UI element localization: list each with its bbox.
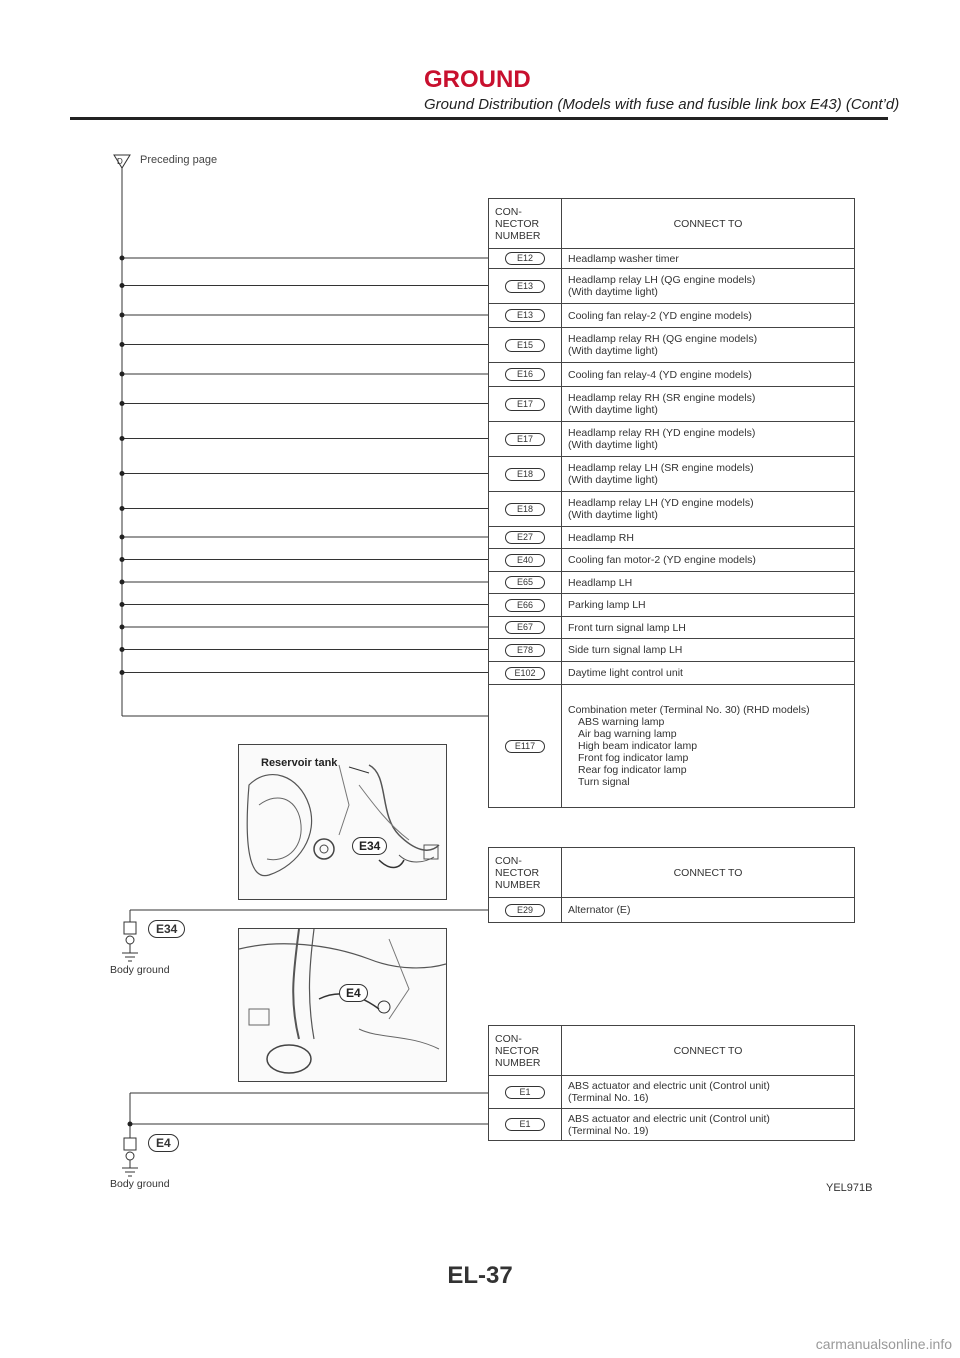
col-connect-to: CONNECT TO bbox=[562, 848, 855, 898]
connector-badge: E29 bbox=[505, 904, 545, 917]
connector-badge: E117 bbox=[505, 740, 545, 753]
connect-to-cell: Headlamp relay RH (QG engine models) (With daytime light) bbox=[562, 328, 855, 363]
connector-table-3 bbox=[488, 1025, 855, 1141]
connect-to-cell: ABS actuator and electric unit (Control unit) (Terminal No. 19) bbox=[562, 1109, 855, 1141]
junction-dot bbox=[120, 256, 125, 261]
table-row bbox=[489, 328, 855, 363]
watermark: carmanualsonline.info bbox=[815, 1336, 952, 1352]
ground2-terminal-icon bbox=[124, 1138, 136, 1150]
preceding-marker-letter: D bbox=[117, 157, 123, 166]
junction-dot bbox=[120, 557, 125, 562]
engine-ground-photo bbox=[238, 928, 447, 1082]
col-connect-to: CONNECT TO bbox=[562, 199, 855, 249]
table-row bbox=[489, 249, 855, 269]
ground2-label: Body ground bbox=[110, 1178, 170, 1190]
col-connector-number: CON- NECTOR NUMBER bbox=[489, 848, 562, 898]
connect-to-cell: Cooling fan relay-2 (YD engine models) bbox=[562, 304, 855, 328]
combo-item: Air bag warning lamp bbox=[578, 728, 677, 740]
combo-title: Combination meter (Terminal No. 30) (RHD models) bbox=[568, 704, 810, 716]
photo1-connector-tag: E34 bbox=[352, 837, 387, 855]
table-row bbox=[489, 457, 855, 492]
ground2-code: E4 bbox=[148, 1134, 179, 1152]
table-row bbox=[489, 572, 855, 594]
photo2-connector-tag: E4 bbox=[339, 984, 368, 1002]
combo-item: Turn signal bbox=[578, 776, 630, 788]
connect-to-cell: Parking lamp LH bbox=[562, 594, 855, 617]
reservoir-tank-photo bbox=[238, 744, 447, 900]
connect-to-cell: Alternator (E) bbox=[562, 898, 855, 923]
connect-to-cell: Daytime light control unit bbox=[562, 662, 855, 685]
table1-wires bbox=[120, 256, 489, 676]
connector-badge: E13 bbox=[505, 280, 545, 293]
figure-code: YEL971B bbox=[826, 1182, 873, 1194]
table-row-combination-meter bbox=[489, 685, 855, 808]
table-row bbox=[489, 662, 855, 685]
connector-badge: E67 bbox=[505, 621, 545, 634]
connect-to-cell: Headlamp relay LH (QG engine models) (With daytime light) bbox=[562, 269, 855, 304]
junction-dot bbox=[120, 342, 125, 347]
table-row bbox=[489, 617, 855, 639]
connect-to-cell: Cooling fan relay-4 (YD engine models) bbox=[562, 363, 855, 387]
junction-dot bbox=[120, 283, 125, 288]
combo-item: ABS warning lamp bbox=[578, 716, 665, 728]
col-connector-number: CON- NECTOR NUMBER bbox=[489, 1026, 562, 1076]
section-title: GROUND bbox=[424, 66, 531, 93]
connector-table-1 bbox=[488, 198, 855, 808]
table-row bbox=[489, 639, 855, 662]
section-subtitle: Ground Distribution (Models with fuse and fusible link box E43) (Cont’d) bbox=[424, 96, 900, 113]
junction-dot bbox=[120, 580, 125, 585]
connect-to-cell: Side turn signal lamp LH bbox=[562, 639, 855, 662]
table-row bbox=[489, 387, 855, 422]
connector-badge: E66 bbox=[505, 599, 545, 612]
connect-to-cell: ABS actuator and electric unit (Control unit) (Terminal No. 16) bbox=[562, 1076, 855, 1109]
connector-badge: E40 bbox=[505, 554, 545, 567]
junction-dot bbox=[120, 647, 125, 652]
connect-to-cell: Headlamp relay RH (SR engine models) (With daytime light) bbox=[562, 387, 855, 422]
connect-to-cell bbox=[562, 685, 855, 808]
connector-badge: E1 bbox=[505, 1086, 545, 1099]
col-connector-number: CON- NECTOR NUMBER bbox=[489, 199, 562, 249]
preceding-page-label: Preceding page bbox=[140, 154, 218, 166]
table-row bbox=[489, 363, 855, 387]
connector-badge: E65 bbox=[505, 576, 545, 589]
junction-dot bbox=[120, 602, 125, 607]
table-row bbox=[489, 269, 855, 304]
junction-dot bbox=[120, 471, 125, 476]
connector-badge: E17 bbox=[505, 433, 545, 446]
connect-to-cell: Headlamp relay LH (YD engine models) (With daytime light) bbox=[562, 492, 855, 527]
col-connect-to: CONNECT TO bbox=[562, 1026, 855, 1076]
ground1-terminal-icon bbox=[124, 922, 136, 934]
ground1-label: Body ground bbox=[110, 964, 170, 976]
connect-to-cell: Headlamp RH bbox=[562, 527, 855, 549]
connect-to-cell: Headlamp washer timer bbox=[562, 249, 855, 269]
combo-item: Rear fog indicator lamp bbox=[578, 764, 687, 776]
table-row bbox=[489, 527, 855, 549]
connector-badge: E17 bbox=[505, 398, 545, 411]
page-number: EL-37 bbox=[447, 1262, 513, 1289]
table-row bbox=[489, 549, 855, 572]
connector-badge: E13 bbox=[505, 309, 545, 322]
combo-item: High beam indicator lamp bbox=[578, 740, 698, 752]
junction-dot bbox=[120, 436, 125, 441]
connector-badge: E18 bbox=[505, 503, 545, 516]
connector-badge: E15 bbox=[505, 339, 545, 352]
connector-badge: E78 bbox=[505, 644, 545, 657]
connect-to-cell: Front turn signal lamp LH bbox=[562, 617, 855, 639]
table-row bbox=[489, 492, 855, 527]
connect-to-cell: Headlamp relay RH (YD engine models) (With daytime light) bbox=[562, 422, 855, 457]
connector-badge: E12 bbox=[505, 252, 545, 265]
connector-badge: E1 bbox=[505, 1118, 545, 1131]
connect-to-cell: Headlamp LH bbox=[562, 572, 855, 594]
connect-to-cell: Cooling fan motor-2 (YD engine models) bbox=[562, 549, 855, 572]
connect-to-cell: Headlamp relay LH (SR engine models) (With daytime light) bbox=[562, 457, 855, 492]
connector-badge: E18 bbox=[505, 468, 545, 481]
table-row bbox=[489, 304, 855, 328]
junction-dot bbox=[120, 506, 125, 511]
connector-badge: E16 bbox=[505, 368, 545, 381]
connector-badge: E102 bbox=[505, 667, 545, 680]
junction-dot bbox=[120, 535, 125, 540]
junction-dot bbox=[120, 313, 125, 318]
junction-dot bbox=[120, 372, 125, 377]
junction-dot bbox=[120, 401, 125, 406]
combo-item: Front fog indicator lamp bbox=[578, 752, 689, 764]
table-row bbox=[489, 594, 855, 617]
connector-table-2 bbox=[488, 847, 855, 923]
connector-badge: E27 bbox=[505, 531, 545, 544]
junction-dot bbox=[120, 670, 125, 675]
ground1-code: E34 bbox=[148, 920, 185, 938]
junction-dot bbox=[120, 625, 125, 630]
table-row bbox=[489, 422, 855, 457]
reservoir-tank-label: Reservoir tank bbox=[261, 757, 338, 769]
